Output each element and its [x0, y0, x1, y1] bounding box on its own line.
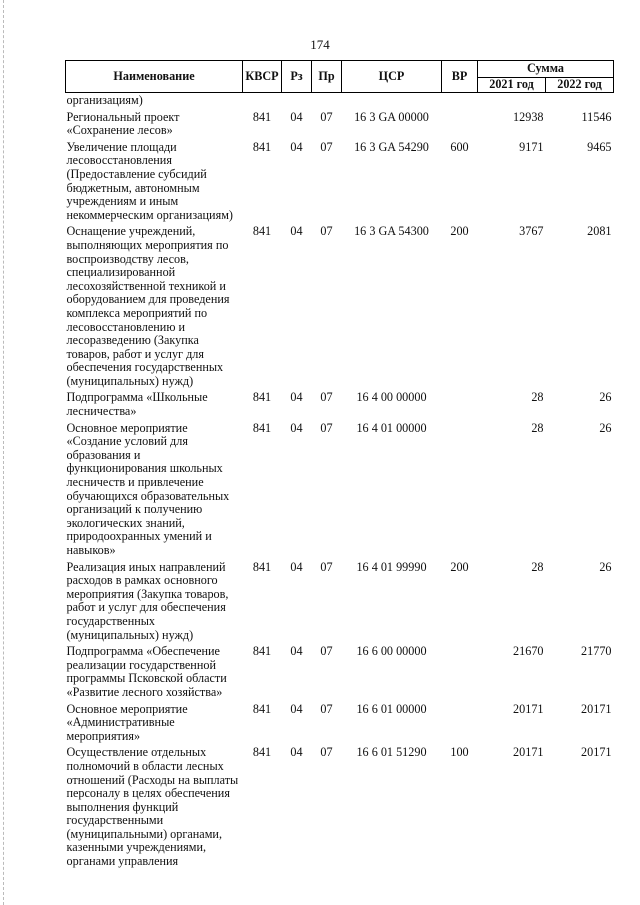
- cell-vr: 100: [450, 745, 469, 760]
- header-2022: 2022 год: [546, 78, 614, 93]
- table-row: [66, 139, 614, 224]
- table-row: [66, 389, 614, 419]
- cell-rz: 04: [290, 390, 303, 405]
- cell-name: Увеличение площади лесовосстановления (Предоставление субсидий бюджетным, автономным учреждениям и иным некоммерческим организациям): [66, 139, 233, 222]
- cell-name: Подпрограмма «Школьные лесничества»: [66, 390, 208, 419]
- cell-csr: 16 4 01 99990: [356, 559, 427, 574]
- cell-2021: 28: [531, 559, 544, 574]
- cell-name: Реализация иных направлений расходов в рамках основного мероприятия (Закупка товаров, работ и услуг для обеспечения государственных (муниципальных) нужд): [66, 559, 229, 642]
- cell-2022: 20171: [581, 745, 612, 760]
- cell-2022: 11546: [581, 109, 612, 124]
- table-body: [66, 93, 614, 870]
- page-number: 174: [310, 37, 330, 52]
- cell-rz: 04: [290, 644, 303, 659]
- cell-kvsr: 841: [252, 224, 272, 239]
- header-2021: 2021 год: [478, 78, 546, 93]
- table-row: [66, 643, 614, 700]
- cell-2022: 26: [599, 420, 612, 435]
- cell-vr: [442, 93, 478, 109]
- cell-rz: 04: [290, 139, 303, 154]
- cell-vr: [442, 420, 478, 559]
- cell-vr: [442, 389, 478, 419]
- cell-2021: 20171: [513, 745, 544, 760]
- cell-rz: 04: [290, 701, 303, 716]
- cell-2021: 3767: [519, 224, 544, 239]
- cell-name: Основное мероприятие «Административные мероприятия»: [66, 701, 188, 743]
- cell-kvsr: 841: [252, 139, 272, 154]
- cell-2021: 21670: [513, 644, 544, 659]
- cell-2021: 20171: [513, 701, 544, 716]
- table-row: [66, 109, 614, 139]
- header-vr: ВР: [442, 61, 478, 93]
- cell-2022: 20171: [581, 701, 612, 716]
- cell-csr: 16 6 00 00000: [356, 644, 427, 659]
- cell-kvsr: 841: [252, 559, 272, 574]
- cell-pr: [312, 93, 342, 109]
- cell-name: организациям): [66, 93, 143, 107]
- table-header: [66, 61, 614, 93]
- cell-pr: 07: [320, 559, 333, 574]
- cell-name: Основное мероприятие «Создание условий для образования и функционирования школьных лесничеств и привлечение обучающихся образовательных организаций к получению экологических знаний, природоохранных умений и навыков»: [66, 420, 230, 557]
- cell-kvsr: 841: [252, 390, 272, 405]
- cell-csr: 16 3 GA 00000: [354, 109, 429, 124]
- header-kvsr: КВСР: [243, 61, 282, 93]
- cell-name: Подпрограмма «Обеспечение реализации государственной программы Псковской области «Развитие лесного хозяйства»: [66, 644, 227, 699]
- cell-pr: 07: [320, 701, 333, 716]
- cell-vr: 600: [450, 139, 469, 154]
- cell-kvsr: [243, 93, 282, 109]
- cell-kvsr: 841: [252, 420, 272, 435]
- cell-pr: 07: [320, 420, 333, 435]
- table-row: [66, 744, 614, 869]
- cell-rz: 04: [290, 224, 303, 239]
- cell-csr: 16 3 GA 54300: [354, 224, 429, 239]
- cell-2022: 9465: [587, 139, 612, 154]
- header-name: Наименование: [66, 61, 243, 93]
- cell-rz: 04: [290, 745, 303, 760]
- cell-2021: 12938: [513, 109, 544, 124]
- cell-2022: 2081: [587, 224, 612, 239]
- scan-edge: [0, 0, 4, 905]
- cell-pr: 07: [320, 745, 333, 760]
- cell-csr: 16 4 01 00000: [356, 420, 427, 435]
- cell-2021: 9171: [519, 139, 544, 154]
- cell-vr: 200: [450, 559, 469, 574]
- budget-table: [65, 60, 614, 870]
- cell-rz: [282, 93, 312, 109]
- cell-kvsr: 841: [252, 745, 272, 760]
- cell-csr: 16 4 00 00000: [356, 390, 427, 405]
- cell-csr: 16 6 01 51290: [356, 745, 427, 760]
- cell-kvsr: 841: [252, 644, 272, 659]
- cell-name: Оснащение учреждений, выполняющих мероприятия по воспроизводству лесов, специализированной лесохозяйственной техникой и оборудованием для проведения комплекса мероприятий по лесовосстановлению и лесоразведению (Закупка товаров, работ и услуг для обеспечения государственных (муниципальных) нужд): [66, 224, 230, 388]
- cell-kvsr: 841: [252, 701, 272, 716]
- header-pr: Пр: [312, 61, 342, 93]
- cell-pr: 07: [320, 644, 333, 659]
- cell-kvsr: 841: [252, 109, 272, 124]
- table-row: [66, 701, 614, 745]
- cell-pr: 07: [320, 139, 333, 154]
- table-row: [66, 559, 614, 644]
- cell-pr: 07: [320, 390, 333, 405]
- cell-2021: 28: [531, 420, 544, 435]
- cell-2022: 26: [599, 559, 612, 574]
- cell-name: Осуществление отдельных полномочий в области лесных отношений (Расходы на выплаты персоналу в целях обеспечения выполнения функций государственными (муниципальными) органами, казенными учреждениями, органами управления: [66, 745, 239, 869]
- cell-vr: [442, 109, 478, 139]
- cell-rz: 04: [290, 420, 303, 435]
- cell-csr: 16 3 GA 54290: [354, 139, 429, 154]
- cell-rz: 04: [290, 559, 303, 574]
- header-rz: Рз: [282, 61, 312, 93]
- table-row: [66, 93, 614, 109]
- cell-2021: [478, 93, 546, 109]
- cell-2021: 28: [531, 390, 544, 405]
- cell-vr: 200: [450, 224, 469, 239]
- cell-2022: [546, 93, 614, 109]
- cell-vr: [442, 701, 478, 745]
- header-csr: ЦСР: [342, 61, 442, 93]
- table-row: [66, 223, 614, 389]
- cell-pr: 07: [320, 109, 333, 124]
- cell-2022: 26: [599, 390, 612, 405]
- cell-vr: [442, 643, 478, 700]
- cell-rz: 04: [290, 109, 303, 124]
- cell-csr: 16 6 01 00000: [356, 701, 427, 716]
- cell-csr: [342, 93, 442, 109]
- cell-pr: 07: [320, 224, 333, 239]
- table-row: [66, 420, 614, 559]
- header-sum: Сумма: [478, 61, 614, 78]
- cell-2022: 21770: [581, 644, 612, 659]
- cell-name: Региональный проект «Сохранение лесов»: [66, 109, 180, 138]
